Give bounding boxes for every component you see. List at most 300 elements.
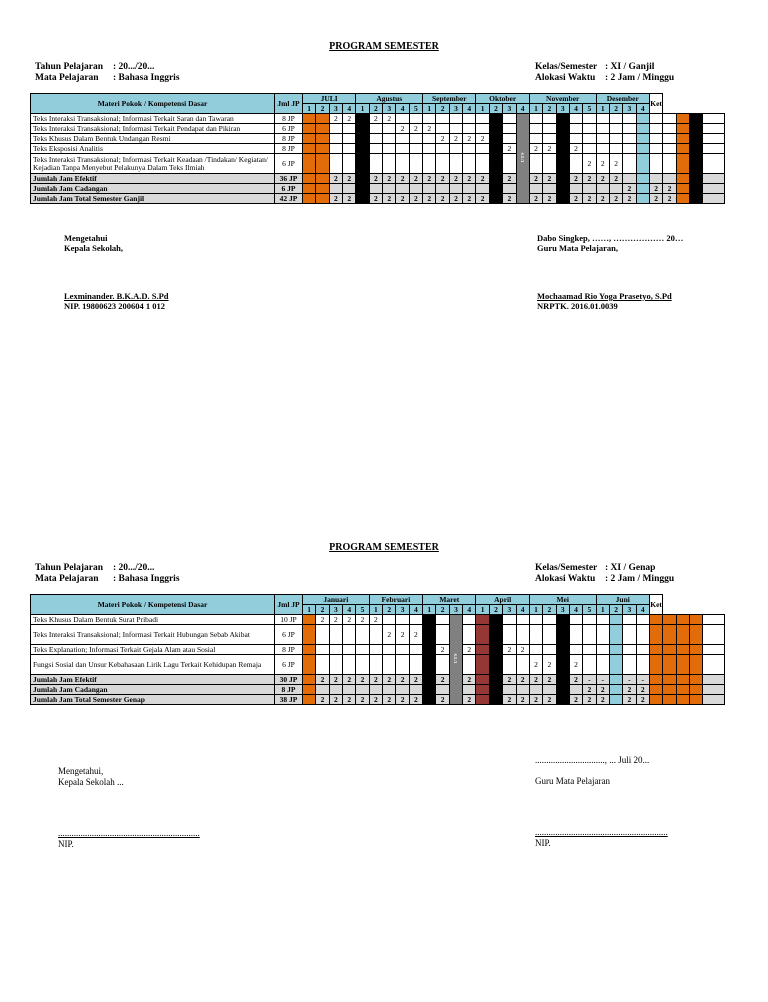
- column-header-materi: Materi Pokok / Kompetensi Dasar: [31, 94, 275, 114]
- week-cell: [636, 174, 649, 184]
- week-cell: [329, 124, 342, 134]
- week-cell: [676, 154, 689, 174]
- week-cell: [689, 625, 702, 645]
- week-cell: [596, 655, 609, 675]
- week-cell: [663, 615, 676, 625]
- kelas-value: : XI / Ganjil: [605, 62, 655, 72]
- week-cell: [369, 184, 382, 194]
- week-cell: 2: [503, 645, 516, 655]
- month-header: September: [423, 94, 476, 104]
- week-cell: 2: [436, 675, 449, 685]
- column-header-ket: Ket: [649, 94, 662, 114]
- week-cell: [609, 144, 622, 154]
- week-cell: [609, 184, 622, 194]
- week-cell: [676, 645, 689, 655]
- week-cell: [609, 685, 622, 695]
- week-cell: [663, 124, 676, 134]
- week-cell: [543, 154, 556, 174]
- jp-cell: 6 JP: [275, 625, 303, 645]
- ket-cell: [703, 184, 725, 194]
- materi-cell: Jumlah Jam Total Semester Ganjil: [31, 194, 275, 204]
- jp-cell: 8 JP: [275, 114, 303, 124]
- week-cell: 2: [396, 695, 409, 705]
- week-cell: [369, 625, 382, 645]
- ket-cell: [703, 675, 725, 685]
- week-cell: [303, 625, 316, 645]
- week-cell: [476, 124, 489, 134]
- week-number: 4: [396, 104, 409, 114]
- week-cell: [609, 114, 622, 124]
- week-number: 2: [383, 605, 396, 615]
- week-cell: [423, 154, 436, 174]
- week-cell: [409, 144, 422, 154]
- week-cell: [303, 655, 316, 675]
- week-cell: [369, 655, 382, 675]
- table-row: [31, 655, 725, 675]
- week-cell: 2: [663, 184, 676, 194]
- week-cell: [383, 154, 396, 174]
- week-number: 2: [316, 104, 329, 114]
- week-cell: [329, 655, 342, 675]
- week-cell: [489, 695, 502, 705]
- week-number: 2: [609, 605, 622, 615]
- week-cell: [303, 645, 316, 655]
- month-header: Oktober: [476, 94, 529, 104]
- week-cell: [463, 144, 476, 154]
- week-number: 3: [623, 605, 636, 615]
- week-cell: [676, 144, 689, 154]
- week-cell: [569, 114, 582, 124]
- table-row: [31, 154, 725, 174]
- week-cell: 2: [543, 144, 556, 154]
- week-cell: [609, 134, 622, 144]
- week-cell: [489, 675, 502, 685]
- week-cell: [396, 655, 409, 675]
- materi-cell: Teks Interaksi Transaksional; Informasi Terkait Hubungan Sebab Akibat: [31, 625, 275, 645]
- week-cell: 2: [369, 194, 382, 204]
- week-cell: [676, 615, 689, 625]
- week-number: 4: [516, 605, 529, 615]
- uts-label: UTS: [452, 653, 458, 664]
- week-number: 4: [409, 605, 422, 615]
- week-cell: [556, 124, 569, 134]
- week-cell: 2: [409, 194, 422, 204]
- week-cell: [489, 625, 502, 645]
- alokasi-label: Alokasi Waktu: [535, 574, 596, 584]
- week-cell: [396, 685, 409, 695]
- week-cell: [583, 645, 596, 655]
- week-cell: [543, 134, 556, 144]
- week-cell: 2: [516, 675, 529, 685]
- week-cell: [489, 685, 502, 695]
- week-cell: [423, 144, 436, 154]
- week-cell: [569, 615, 582, 625]
- week-cell: [303, 184, 316, 194]
- week-cell: [383, 134, 396, 144]
- sig-right-line1: ..............................., ... Juli 20...: [535, 755, 650, 765]
- week-cell: [636, 655, 649, 675]
- week-cell: [689, 615, 702, 625]
- week-cell: 2: [503, 675, 516, 685]
- week-cell: [476, 655, 489, 675]
- week-cell: 2: [463, 645, 476, 655]
- week-number: 1: [529, 605, 542, 615]
- week-cell: [689, 695, 702, 705]
- week-cell: [556, 615, 569, 625]
- week-number: 3: [556, 104, 569, 114]
- week-cell: [489, 154, 502, 174]
- week-cell: [556, 134, 569, 144]
- materi-cell: Teks Interaksi Transaksional; Informasi Terkait Pendapat dan Pikiran: [31, 124, 275, 134]
- materi-cell: Jumlah Jam Cadangan: [31, 184, 275, 194]
- week-cell: [503, 625, 516, 645]
- week-cell: [316, 645, 329, 655]
- week-cell: [369, 124, 382, 134]
- week-cell: [303, 695, 316, 705]
- teacher-nip: NIP.: [535, 838, 551, 848]
- summary-row: [31, 685, 725, 695]
- week-number: 5: [356, 605, 369, 615]
- month-header: JULI: [303, 94, 356, 104]
- doc-info-left: [35, 563, 180, 585]
- table-row: [31, 645, 725, 655]
- week-number: 1: [529, 104, 542, 114]
- week-cell: [689, 184, 702, 194]
- week-cell: [316, 154, 329, 174]
- week-cell: [476, 625, 489, 645]
- week-cell: [543, 645, 556, 655]
- week-cell: [329, 184, 342, 194]
- week-cell: [649, 625, 662, 645]
- week-cell: [689, 134, 702, 144]
- week-number: 3: [449, 605, 462, 615]
- week-cell: [409, 134, 422, 144]
- week-cell: [569, 625, 582, 645]
- week-cell: [356, 194, 369, 204]
- week-cell: [476, 695, 489, 705]
- week-cell: [436, 184, 449, 194]
- week-cell: [623, 174, 636, 184]
- jp-cell: 8 JP: [275, 144, 303, 154]
- week-number: 1: [476, 104, 489, 114]
- week-cell: [303, 615, 316, 625]
- week-cell: 2: [596, 174, 609, 184]
- teacher-nrptk: NRPTK. 2016.01.0039: [537, 301, 618, 311]
- week-cell: [676, 655, 689, 675]
- week-cell: [396, 154, 409, 174]
- week-cell: [596, 134, 609, 144]
- week-cell: [649, 144, 662, 154]
- week-cell: 2: [663, 194, 676, 204]
- week-cell: [556, 655, 569, 675]
- week-cell: 2: [356, 695, 369, 705]
- week-cell: [489, 645, 502, 655]
- week-cell: [329, 154, 342, 174]
- doc-info-right: [535, 563, 674, 585]
- week-cell: [343, 124, 356, 134]
- week-number: 3: [503, 104, 516, 114]
- week-number: 1: [476, 605, 489, 615]
- week-cell: [689, 655, 702, 675]
- week-cell: [436, 144, 449, 154]
- week-cell: [303, 675, 316, 685]
- week-cell: [569, 685, 582, 695]
- week-cell: [423, 625, 436, 645]
- week-cell: [383, 124, 396, 134]
- week-cell: [396, 134, 409, 144]
- ket-cell: [703, 154, 725, 174]
- ket-cell: [703, 124, 725, 134]
- uts-column: [449, 615, 462, 705]
- week-cell: [383, 144, 396, 154]
- week-cell: 2: [316, 675, 329, 685]
- week-cell: [623, 655, 636, 675]
- week-cell: [663, 655, 676, 675]
- week-number: 2: [489, 605, 502, 615]
- week-cell: [303, 154, 316, 174]
- month-header: April: [476, 595, 529, 605]
- sig-right-line2: Guru Mata Pelajaran,: [537, 243, 618, 253]
- week-cell: [463, 655, 476, 675]
- week-cell: [436, 685, 449, 695]
- materi-cell: Teks Interaksi Transaksional; Informasi Terkait Keadaan /Tindakan/ Kegiatan/ Kejadian Tanpa Menyebut Pelakunya Dalam Teks Ilmiah: [31, 154, 275, 174]
- week-number: 3: [556, 605, 569, 615]
- month-header: Juni: [596, 595, 649, 605]
- week-number: 3: [449, 104, 462, 114]
- week-cell: [343, 154, 356, 174]
- week-cell: [609, 655, 622, 675]
- week-cell: [356, 685, 369, 695]
- week-cell: 2: [516, 645, 529, 655]
- sig-right-line1: Dabo Singkep, ……, ……………… 20…: [537, 233, 684, 243]
- jp-cell: 8 JP: [275, 134, 303, 144]
- table-row: [31, 134, 725, 144]
- page-title: PROGRAM SEMESTER: [329, 542, 439, 553]
- week-cell: 2: [329, 174, 342, 184]
- ket-cell: [703, 685, 725, 695]
- week-cell: [449, 114, 462, 124]
- week-cell: 2: [396, 625, 409, 645]
- week-cell: [636, 144, 649, 154]
- ket-cell: [703, 625, 725, 645]
- week-cell: [489, 174, 502, 184]
- week-cell: [356, 144, 369, 154]
- week-cell: 2: [569, 194, 582, 204]
- sig-left-line1: Mengetahui,: [58, 766, 104, 776]
- week-number: 5: [409, 104, 422, 114]
- materi-cell: Jumlah Jam Cadangan: [31, 685, 275, 695]
- week-number: 1: [356, 104, 369, 114]
- week-cell: [663, 695, 676, 705]
- week-cell: 2: [343, 695, 356, 705]
- week-cell: [636, 194, 649, 204]
- week-cell: 2: [369, 114, 382, 124]
- week-cell: [489, 144, 502, 154]
- week-cell: [396, 144, 409, 154]
- week-cell: 2: [543, 655, 556, 675]
- week-cell: 2: [383, 114, 396, 124]
- week-cell: [543, 184, 556, 194]
- week-cell: [663, 645, 676, 655]
- week-number: 1: [596, 605, 609, 615]
- week-cell: [409, 685, 422, 695]
- mapel-label: Mata Pelajaran: [35, 574, 99, 584]
- week-cell: [689, 114, 702, 124]
- week-cell: 2: [343, 615, 356, 625]
- week-cell: [503, 685, 516, 695]
- week-cell: 2: [503, 194, 516, 204]
- week-cell: [689, 194, 702, 204]
- week-cell: [649, 615, 662, 625]
- week-cell: [356, 134, 369, 144]
- week-number: 4: [636, 605, 649, 615]
- week-cell: [503, 154, 516, 174]
- week-cell: [623, 134, 636, 144]
- week-cell: [556, 645, 569, 655]
- week-cell: 2: [569, 695, 582, 705]
- week-cell: -: [623, 675, 636, 685]
- column-header-ket: Ket: [649, 595, 662, 615]
- week-cell: 2: [436, 174, 449, 184]
- week-cell: [423, 685, 436, 695]
- table-row: [31, 114, 725, 124]
- week-cell: [676, 174, 689, 184]
- week-cell: [689, 154, 702, 174]
- materi-cell: Teks Interaksi Transaksional; Informasi Terkait Saran dan Tawaran: [31, 114, 275, 124]
- week-cell: [356, 625, 369, 645]
- week-cell: 2: [396, 675, 409, 685]
- week-cell: [449, 144, 462, 154]
- week-cell: [636, 645, 649, 655]
- week-cell: 2: [449, 174, 462, 184]
- week-cell: [369, 154, 382, 174]
- mapel-value: : Bahasa Inggris: [113, 73, 180, 83]
- week-number: 4: [569, 605, 582, 615]
- week-cell: [449, 124, 462, 134]
- week-cell: [423, 675, 436, 685]
- week-cell: 2: [569, 144, 582, 154]
- week-cell: [356, 114, 369, 124]
- week-cell: 2: [529, 174, 542, 184]
- ket-cell: [703, 194, 725, 204]
- week-cell: [343, 655, 356, 675]
- tahun-value: : 20.../20...: [113, 62, 155, 72]
- week-cell: [489, 615, 502, 625]
- week-cell: [623, 154, 636, 174]
- week-cell: [316, 685, 329, 695]
- week-cell: [356, 645, 369, 655]
- week-cell: 2: [383, 194, 396, 204]
- week-number: 3: [503, 605, 516, 615]
- week-cell: [436, 154, 449, 174]
- summary-row: [31, 695, 725, 705]
- week-cell: [436, 124, 449, 134]
- week-cell: [583, 655, 596, 675]
- week-number: 2: [316, 605, 329, 615]
- week-cell: [343, 144, 356, 154]
- week-cell: 2: [329, 114, 342, 124]
- materi-cell: Teks Eksposisi Analitis: [31, 144, 275, 154]
- week-cell: [356, 655, 369, 675]
- week-cell: 2: [316, 695, 329, 705]
- week-cell: [583, 124, 596, 134]
- table-row: [31, 124, 725, 134]
- week-cell: [383, 685, 396, 695]
- week-cell: 2: [383, 625, 396, 645]
- week-cell: [596, 114, 609, 124]
- week-cell: 2: [356, 675, 369, 685]
- week-cell: 2: [623, 685, 636, 695]
- week-cell: [463, 685, 476, 695]
- week-cell: [436, 615, 449, 625]
- week-cell: 2: [463, 174, 476, 184]
- week-cell: [476, 114, 489, 124]
- materi-cell: Fungsi Sosial dan Unsur Kebahasaan Lirik Lagu Terkait Kehidupan Remaja: [31, 655, 275, 675]
- week-cell: [476, 685, 489, 695]
- page-title: PROGRAM SEMESTER: [329, 41, 439, 52]
- week-number: 1: [303, 104, 316, 114]
- week-cell: [303, 685, 316, 695]
- week-cell: [436, 114, 449, 124]
- week-cell: [636, 154, 649, 174]
- jp-cell: 8 JP: [275, 685, 303, 695]
- doc-info-right: [535, 62, 674, 84]
- week-cell: [529, 134, 542, 144]
- week-cell: [343, 625, 356, 645]
- week-cell: [596, 615, 609, 625]
- week-cell: [529, 645, 542, 655]
- week-cell: [569, 184, 582, 194]
- week-cell: [543, 114, 556, 124]
- week-cell: [329, 134, 342, 144]
- week-cell: [476, 615, 489, 625]
- week-cell: [489, 134, 502, 144]
- week-cell: [489, 655, 502, 675]
- ket-cell: [703, 114, 725, 124]
- week-number: 2: [436, 605, 449, 615]
- week-number: 2: [543, 104, 556, 114]
- week-cell: 2: [529, 675, 542, 685]
- week-cell: [516, 655, 529, 675]
- week-cell: 2: [583, 695, 596, 705]
- week-cell: [356, 174, 369, 184]
- table-row: [31, 615, 725, 625]
- week-cell: [356, 184, 369, 194]
- week-cell: 2: [463, 194, 476, 204]
- week-cell: 2: [649, 184, 662, 194]
- week-cell: 2: [449, 194, 462, 204]
- week-cell: [503, 184, 516, 194]
- week-cell: [676, 124, 689, 134]
- jp-cell: 6 JP: [275, 154, 303, 174]
- week-cell: [423, 114, 436, 124]
- sig-right-line2: Guru Mata Pelajaran: [535, 776, 610, 786]
- week-number: 4: [516, 104, 529, 114]
- week-cell: [463, 124, 476, 134]
- week-number: 4: [463, 605, 476, 615]
- week-cell: [423, 655, 436, 675]
- kelas-label: Kelas/Semester: [535, 563, 598, 573]
- week-number: 4: [343, 605, 356, 615]
- week-cell: [369, 685, 382, 695]
- week-cell: [409, 114, 422, 124]
- week-cell: [369, 134, 382, 144]
- week-cell: 2: [529, 194, 542, 204]
- summary-row: [31, 194, 725, 204]
- week-cell: [463, 184, 476, 194]
- week-cell: 2: [596, 194, 609, 204]
- week-cell: [316, 184, 329, 194]
